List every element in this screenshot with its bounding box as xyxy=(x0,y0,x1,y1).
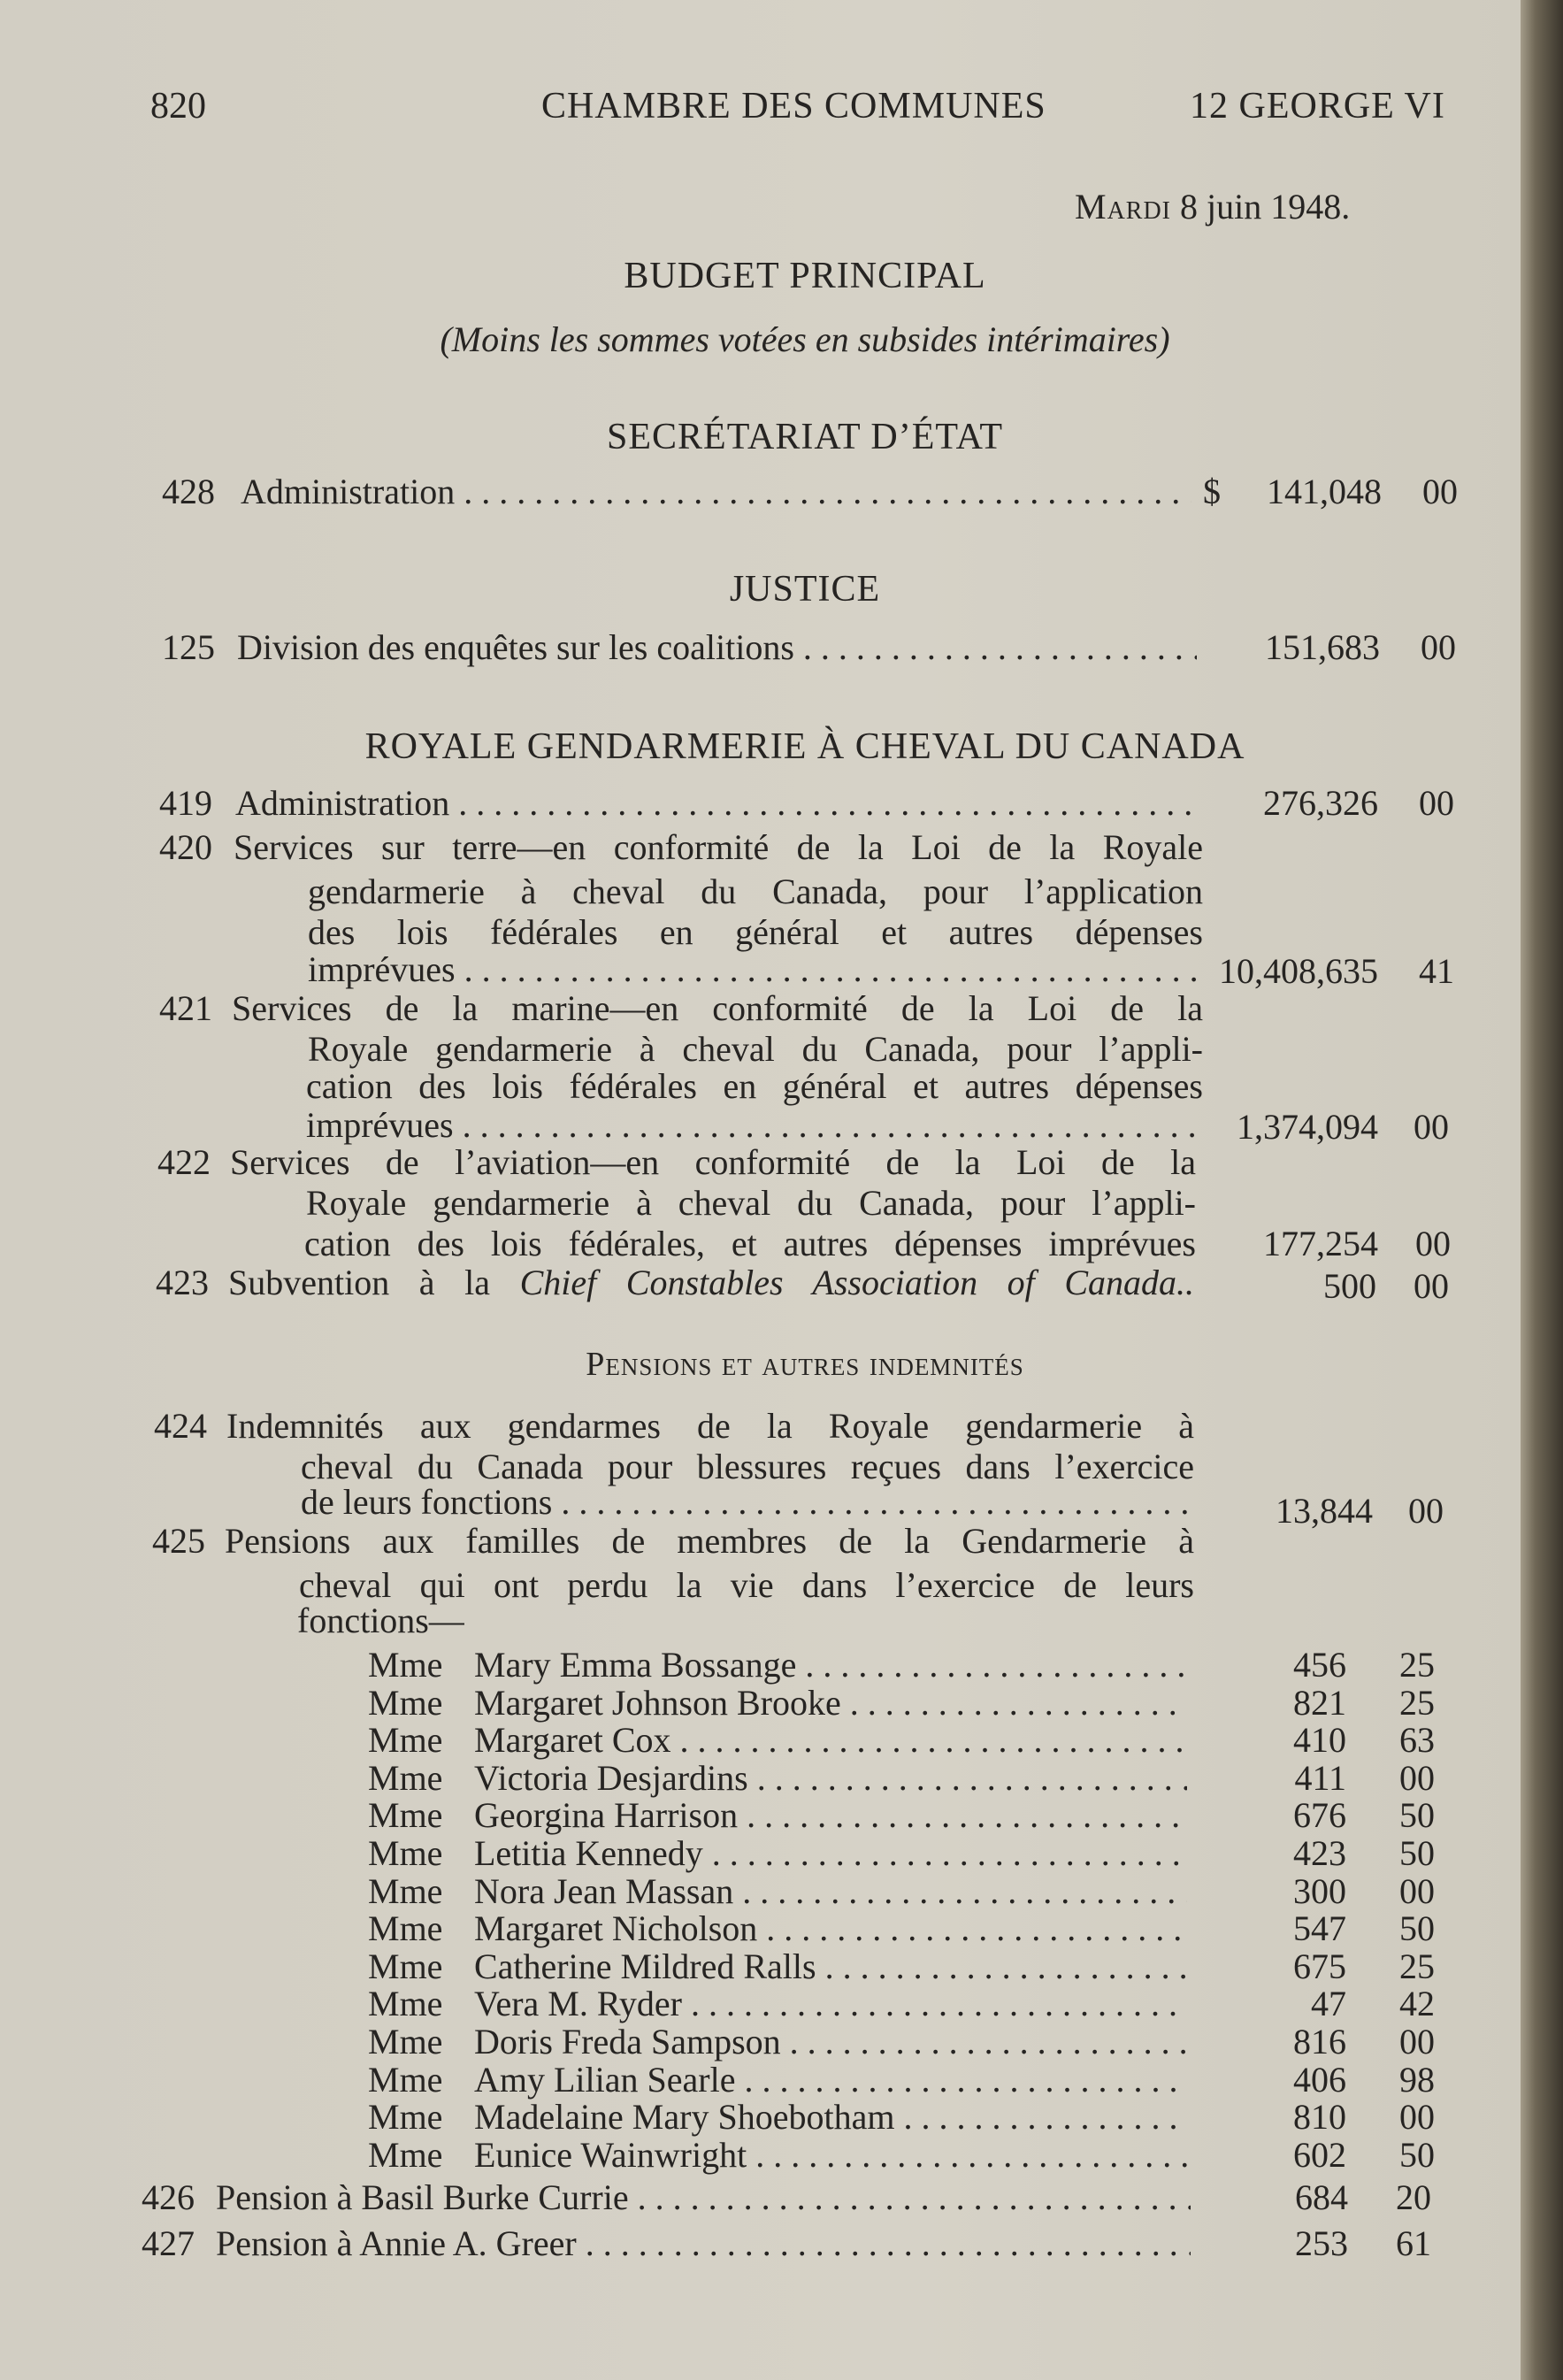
item-number: 125 xyxy=(162,627,215,667)
item-420-amount: 10,408,635 xyxy=(1219,951,1378,991)
pensioner-amount: 411 xyxy=(1294,1758,1346,1798)
pensioner-cents: 50 xyxy=(1399,1795,1435,1835)
pensioner-name: Victoria Desjardins . . . xyxy=(474,1757,1187,1799)
item-421-cents: 00 xyxy=(1414,1107,1449,1147)
item-421-line1: Services de la marine—en conformité de la Loi de la xyxy=(232,988,1203,1028)
item-424-line2: cheval du Canada pour blessures reçues dans l’exercice xyxy=(301,1447,1194,1486)
item-amount: 151,683 xyxy=(1265,627,1380,667)
pensioner-amount: 816 xyxy=(1293,2022,1346,2061)
pensioner-title: Mme xyxy=(368,1720,443,1760)
pensioner-amount: 676 xyxy=(1293,1795,1346,1835)
item-422-line3: cation des lois fédérales, et autres dépenses imprévues xyxy=(304,1224,1196,1263)
pensioner-name: Margaret Cox . . . xyxy=(474,1719,1187,1761)
item-cents: 00 xyxy=(1421,627,1456,667)
item-421-line3: cation des lois fédérales en général et autres dépenses xyxy=(306,1066,1203,1106)
item-421-line4: imprévues . . . xyxy=(306,1104,1203,1146)
pensioner-name: Amy Lilian Searle . . . xyxy=(474,2059,1187,2100)
item-amount: 141,048 xyxy=(1267,472,1382,511)
item-number: 424 xyxy=(154,1406,207,1446)
pensioner-amount: 47 xyxy=(1311,1984,1346,2023)
item-number: 422 xyxy=(157,1142,211,1182)
item-number: 425 xyxy=(152,1521,205,1561)
section-justice: JUSTICE xyxy=(729,569,881,610)
item-number: 428 xyxy=(162,472,215,511)
item-423-amount: 500 xyxy=(1323,1266,1376,1306)
pensioner-cents: 50 xyxy=(1399,1833,1435,1873)
pensioner-row xyxy=(0,2134,1521,2178)
item-number: 427 xyxy=(142,2223,195,2263)
pensioner-title: Mme xyxy=(368,1645,443,1685)
item-422-cents: 00 xyxy=(1415,1224,1451,1263)
pensioner-name: Letitia Kennedy . . . xyxy=(474,1832,1187,1874)
sitting-date xyxy=(1075,186,1350,227)
pensioner-name: Vera M. Ryder . . . xyxy=(474,1983,1187,2024)
date-rest: 8 juin 1948. xyxy=(1180,187,1351,226)
budget-subtitle: (Moins les sommes votées en subsides intérimaires) xyxy=(440,319,1170,359)
pensioner-cents: 50 xyxy=(1399,2135,1435,2175)
item-423-prefix: Subvention à la xyxy=(228,1263,490,1302)
item-cents: 61 xyxy=(1396,2223,1431,2263)
item-cents: 20 xyxy=(1396,2177,1431,2217)
pensioner-amount: 810 xyxy=(1293,2097,1346,2137)
pensioner-title: Mme xyxy=(368,1683,443,1723)
pensioner-title: Mme xyxy=(368,1946,443,1986)
item-425-line1: Pensions aux familles de membres de la Gendarmerie à xyxy=(225,1521,1194,1561)
pensioner-title: Mme xyxy=(368,2135,443,2175)
item-number: 423 xyxy=(156,1263,209,1302)
pensioner-amount: 423 xyxy=(1293,1833,1346,1873)
item-422-line1: Services de l’aviation—en conformité de la Loi de la xyxy=(230,1142,1196,1182)
pensioner-title: Mme xyxy=(368,1908,443,1948)
pensioner-amount: 547 xyxy=(1293,1908,1346,1948)
item-422-amount: 177,254 xyxy=(1263,1224,1378,1263)
item-cents: 00 xyxy=(1422,472,1458,511)
item-421-line2: Royale gendarmerie à cheval du Canada, pour l’appli- xyxy=(308,1029,1203,1069)
item-number: 419 xyxy=(159,783,212,823)
pensioner-name: Margaret Johnson Brooke . . . xyxy=(474,1682,1187,1724)
pensioner-title: Mme xyxy=(368,2060,443,2100)
pensioner-name: Eunice Wainwright . . . xyxy=(474,2134,1187,2176)
item-420-line2: gendarmerie à cheval du Canada, pour l’application xyxy=(308,871,1203,911)
item-label: Division des enquêtes sur les coalitions . . . xyxy=(237,626,1197,668)
pensioner-cents: 63 xyxy=(1399,1720,1435,1760)
item-amount: 684 xyxy=(1295,2177,1348,2217)
page-number: 820 xyxy=(150,86,206,127)
item-422-line2: Royale gendarmerie à cheval du Canada, pour l’appli- xyxy=(306,1183,1196,1223)
pensioner-amount: 602 xyxy=(1293,2135,1346,2175)
pensioner-name: Madelaine Mary Shoebotham . . . xyxy=(474,2096,1187,2138)
item-424-line1: Indemnités aux gendarmes de la Royale gendarmerie à xyxy=(226,1406,1194,1446)
item-425-line2: cheval qui ont perdu la vie dans l’exercice de leurs xyxy=(299,1565,1194,1605)
item-424-amount: 13,844 xyxy=(1276,1491,1373,1531)
pensioner-name: Georgina Harrison . . . xyxy=(474,1794,1187,1836)
pensioner-name: Nora Jean Massan . . . xyxy=(474,1870,1187,1912)
item-row-125 xyxy=(0,626,1521,671)
item-423-cents: 00 xyxy=(1414,1266,1449,1306)
pensioner-amount: 821 xyxy=(1293,1683,1346,1723)
item-423-italic: Chief Constables Association of Canada.. xyxy=(519,1263,1195,1302)
pensioner-cents: 00 xyxy=(1399,1758,1435,1798)
dollar-sign: $ xyxy=(1203,472,1221,511)
pensioner-title: Mme xyxy=(368,1758,443,1798)
session-label: 12 GEORGE VI xyxy=(1190,86,1445,127)
section-rgc: ROYALE GENDARMERIE À CHEVAL DU CANADA xyxy=(364,726,1245,767)
pensioner-amount: 675 xyxy=(1293,1946,1346,1986)
pensioner-title: Mme xyxy=(368,1984,443,2023)
section-pensions: Pensions et autres indemnités xyxy=(586,1346,1024,1383)
pensioner-amount: 406 xyxy=(1293,2060,1346,2100)
pensioner-title: Mme xyxy=(368,2097,443,2137)
pensioner-amount: 410 xyxy=(1293,1720,1346,1760)
budget-title: BUDGET PRINCIPAL xyxy=(624,256,986,296)
pensioner-cents: 25 xyxy=(1399,1645,1435,1685)
section-secretariat: SECRÉTARIAT D’ÉTAT xyxy=(607,417,1003,457)
item-amount: 276,326 xyxy=(1263,783,1378,823)
pensioner-cents: 00 xyxy=(1399,1871,1435,1911)
item-label: Administration . . . xyxy=(235,782,1199,824)
pensioner-name: Catherine Mildred Ralls . . . xyxy=(474,1946,1187,1987)
pensioner-amount: 300 xyxy=(1293,1871,1346,1911)
item-420-line3: des lois fédérales en général et autres dépenses xyxy=(308,912,1203,952)
pensioner-name: Margaret Nicholson . . . xyxy=(474,1908,1187,1949)
date-day: Mardi xyxy=(1075,187,1172,226)
item-cents: 00 xyxy=(1419,783,1454,823)
book-gutter-shadow xyxy=(1521,0,1563,2380)
item-424-line3: de leurs fonctions . . . xyxy=(301,1481,1194,1523)
pensioner-cents: 00 xyxy=(1399,2097,1435,2137)
item-row-427 xyxy=(0,2223,1521,2267)
pensioner-name: Mary Emma Bossange . . . xyxy=(474,1644,1187,1685)
running-title: CHAMBRE DES COMMUNES xyxy=(541,86,1046,127)
item-label: Pension à Basil Burke Currie . . . xyxy=(216,2177,1191,2218)
pensioner-amount: 456 xyxy=(1293,1645,1346,1685)
pensioner-title: Mme xyxy=(368,2022,443,2061)
pensioner-cents: 25 xyxy=(1399,1683,1435,1723)
item-420-line4: imprévues . . . xyxy=(308,948,1203,990)
item-row-428 xyxy=(0,471,1521,515)
item-number: 426 xyxy=(142,2177,195,2217)
pensioner-title: Mme xyxy=(368,1795,443,1835)
item-420-cents: 41 xyxy=(1419,951,1454,991)
item-label: Administration . . . xyxy=(241,471,1191,512)
item-label: Pension à Annie A. Greer . . . xyxy=(216,2223,1191,2264)
item-423-text xyxy=(228,1262,1194,1303)
item-number: 420 xyxy=(159,827,212,867)
pensioner-cents: 50 xyxy=(1399,1908,1435,1948)
pensioner-cents: 42 xyxy=(1399,1984,1435,2023)
item-row-419 xyxy=(0,782,1521,826)
pensioner-cents: 00 xyxy=(1399,2022,1435,2061)
item-number: 421 xyxy=(159,988,212,1028)
item-421-amount: 1,374,094 xyxy=(1237,1107,1378,1147)
pensioner-name: Doris Freda Sampson . . . xyxy=(474,2021,1187,2062)
item-420-line1: Services sur terre—en conformité de la Loi de la Royale xyxy=(234,827,1203,867)
item-424-cents: 00 xyxy=(1408,1491,1444,1531)
pensioner-cents: 25 xyxy=(1399,1946,1435,1986)
item-row-426 xyxy=(0,2177,1521,2221)
pensioner-cents: 98 xyxy=(1399,2060,1435,2100)
item-amount: 253 xyxy=(1295,2223,1348,2263)
pensioner-title: Mme xyxy=(368,1871,443,1911)
item-425-line3: fonctions— xyxy=(297,1601,464,1640)
pensioner-title: Mme xyxy=(368,1833,443,1873)
